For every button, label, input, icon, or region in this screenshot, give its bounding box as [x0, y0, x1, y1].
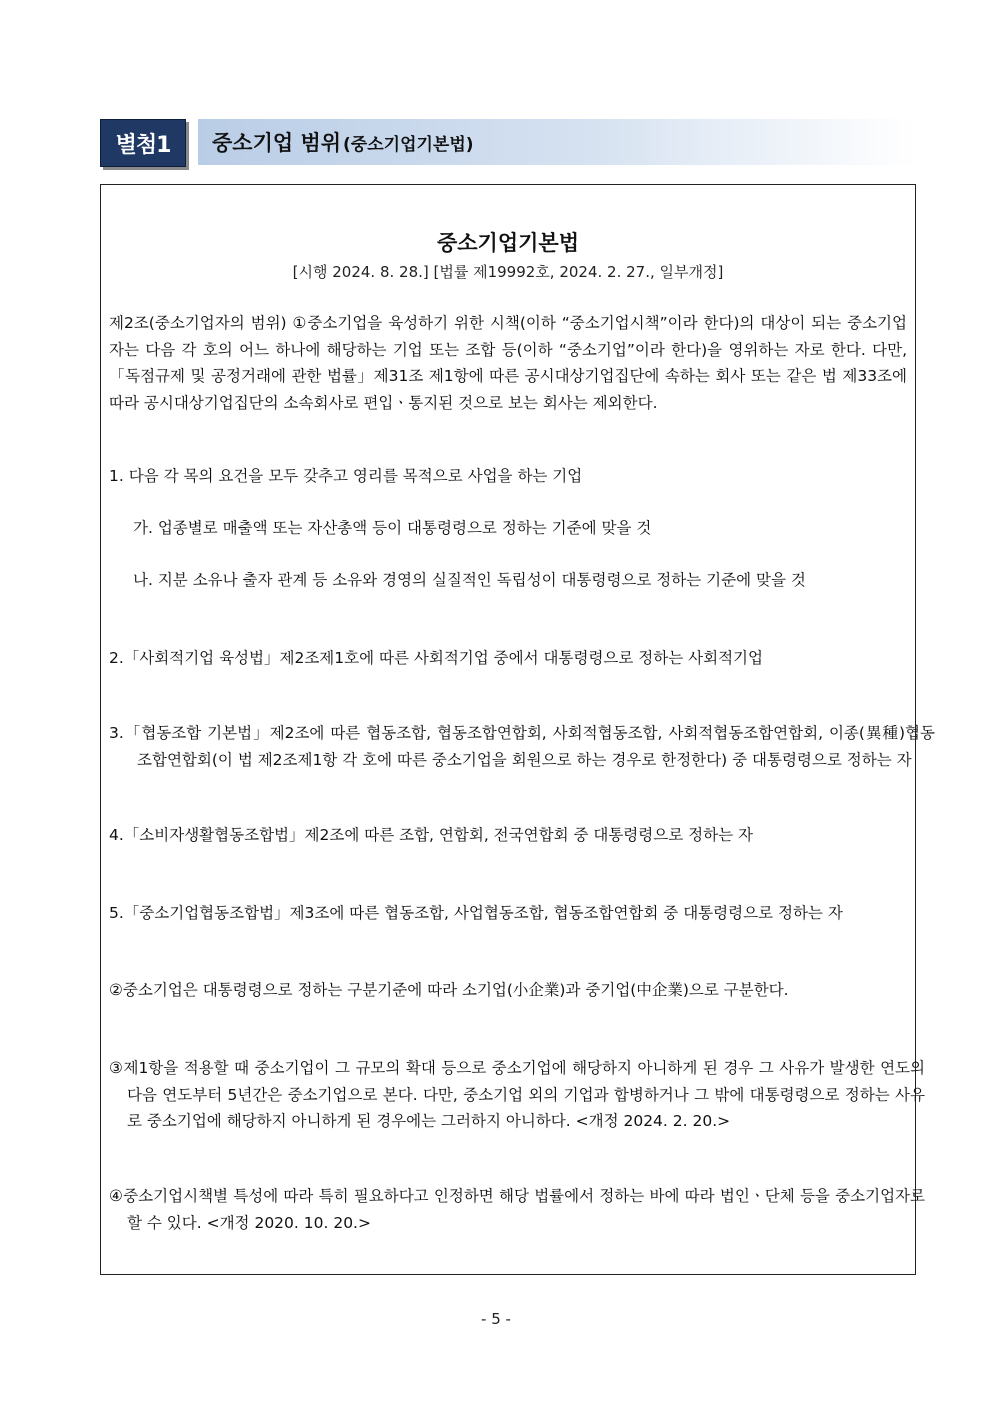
section-header [100, 119, 916, 167]
attachment-badge: 별첨1 [100, 119, 186, 167]
item-4: 4.「소비자생활협동조합법」제2조에 따른 조합, 연합회, 전국연합회 중 대통령령으로 정하는 자 [109, 826, 753, 844]
item-1: 1. 다음 각 목의 요건을 모두 갖추고 영리를 목적으로 사업을 하는 기업 [109, 467, 583, 485]
law-meta: [시행 2024. 8. 28.] [법률 제19992호, 2024. 2. 27., 일부개정] [292, 263, 724, 281]
paragraph-2: ②중소기업은 대통령령으로 정하는 구분기준에 따라 소기업(小企業)과 중기업(中企業)으로 구분한다. [109, 981, 789, 999]
page-number: - 5 - [481, 1310, 511, 1328]
law-text-box [100, 184, 935, 1275]
item-2: 2.「사회적기업 육성법」제2조제1호에 따른 사회적기업 중에서 대통령령으로 정하는 사회적기업 [109, 649, 764, 667]
item-1-ga: 가. 업종별로 매출액 또는 자산총액 등이 대통령령으로 정하는 기준에 맞을 것 [133, 519, 652, 537]
article-2-paragraph-1: 제2조(중소기업자의 범위) ①중소기업을 육성하기 위한 시책(이하 “중소기업시책”이라 한다)의 대상이 되는 중소기업자는 다음 각 호의 어느 하나에 해당하는 기업 또는 조합 등(이하 “중소기업”이라 한다)을 영위하는 자로 한다. 다만,「독점규제 및 공정거래에 관한 법률」제31조 제1항에 따른 공시대상기업집단에 속하는 회사 또는 같은 법 제33조에 따라 공시대상기업집단의 소속회사로 편입ㆍ통지된 것으로 보는 회사는 제외한다. [109, 314, 907, 412]
item-5: 5.「중소기업협동조합법」제3조에 따른 협동조합, 사업협동조합, 협동조합연합회 중 대통령령으로 정하는 자 [109, 904, 843, 922]
paragraph-3: ③제1항을 적용할 때 중소기업이 그 규모의 확대 등으로 중소기업에 해당하지 아니하게 된 경우 그 사유가 발생한 연도의 다음 연도부터 5년간은 중소기업으로 본다. 다만, 중소기업 외의 기업과 합병하거나 그 밖에 대통령령으로 정하는 사유로 중소기업에 해당하지 아니하게 된 경우에는 그러하지 아니하다. <개정 2024. 2. 20.> [109, 1059, 925, 1130]
section-subtitle: (중소기업기본법) [343, 134, 474, 155]
section-title: 중소기업 범위 [212, 131, 342, 155]
section-title-bar [198, 119, 916, 165]
item-3: 3.「협동조합 기본법」제2조에 따른 협동조합, 협동조합연합회, 사회적협동조합, 사회적협동조합연합회, 이종(異種)협동조합연합회(이 법 제2조제1항 각 호에 따른 중소기업을 회원으로 하는 경우로 한정한다) 중 대통령령으로 정하는 자 [109, 724, 935, 769]
law-title: 중소기업기본법 [436, 231, 579, 255]
paragraph-4: ④중소기업시책별 특성에 따라 특히 필요하다고 인정하면 해당 법률에서 정하는 바에 따라 법인ㆍ단체 등을 중소기업자로 할 수 있다. <개정 2020. 10. 20.> [109, 1187, 925, 1232]
item-1-na: 나. 지분 소유나 출자 관계 등 소유와 경영의 실질적인 독립성이 대통령령으로 정하는 기준에 맞을 것 [133, 571, 806, 589]
